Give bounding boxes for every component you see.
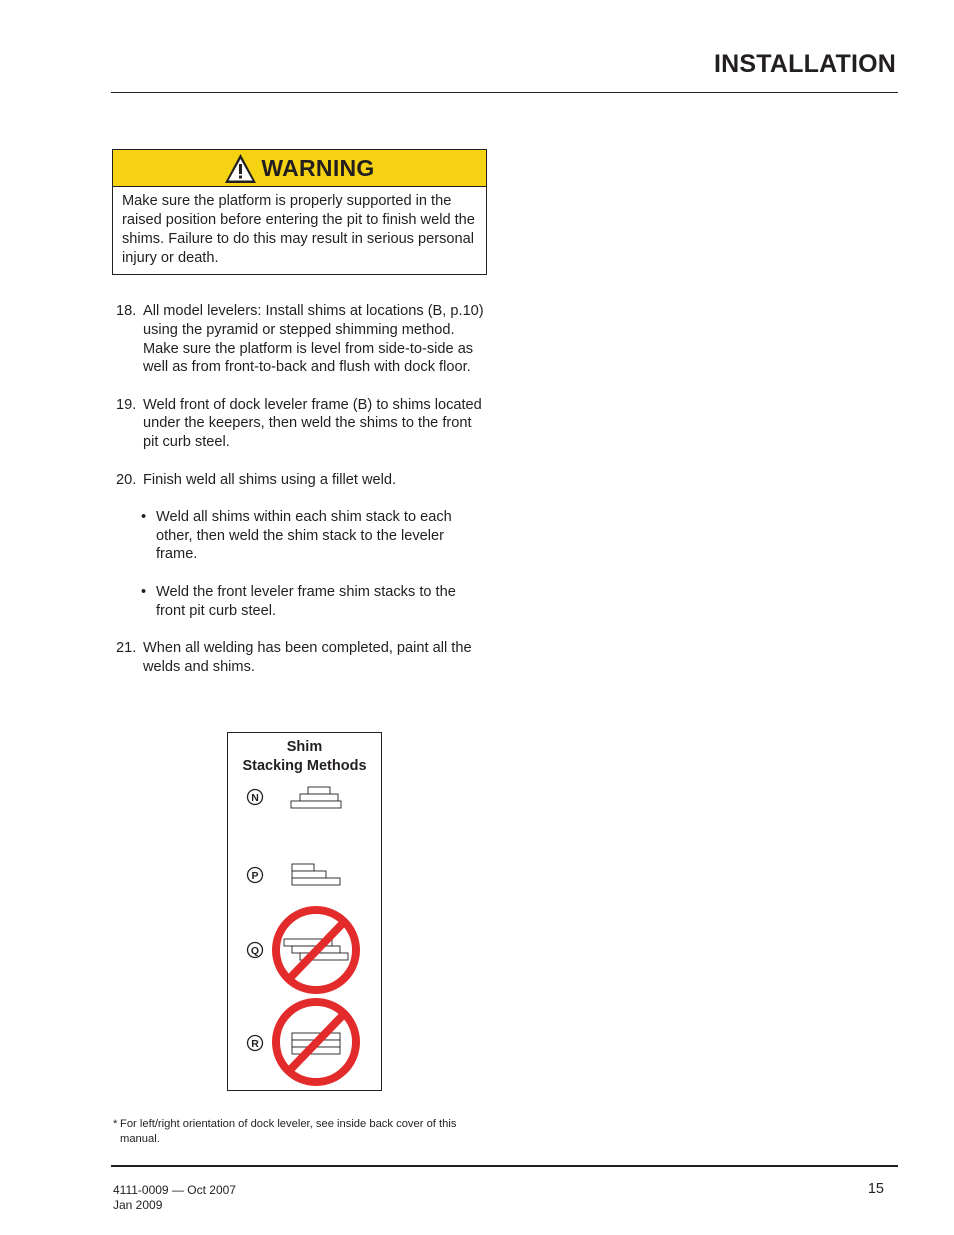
footer-rule (111, 1165, 898, 1167)
step-number: 20. (116, 471, 137, 488)
bullet-text: Weld all shims within each shim stack to each other, then weld the shim stack to the leveler frame. (156, 508, 452, 563)
footnote-text: For left/right orientation of dock leveler, see inside back cover of this manual. (120, 1118, 457, 1145)
warning-label: WARNING (261, 154, 375, 181)
warning-triangle-icon (224, 153, 257, 184)
step-text: Weld front of dock leveler frame (B) to shims located under the keepers, then weld the shims to the front pit curb steel. (143, 396, 482, 451)
bullet-text: Weld the front leveler frame shim stacks to the front pit curb steel. (156, 583, 456, 619)
step-19 (116, 396, 486, 452)
bullet-item (116, 508, 486, 564)
header-rule (111, 92, 898, 93)
shim-method-r (248, 1002, 357, 1082)
label-r: R (251, 1038, 259, 1050)
label-n: N (251, 792, 259, 804)
figure-title-line1: Shim (286, 739, 323, 755)
step-20 (116, 471, 486, 490)
warning-box (112, 149, 487, 275)
step-text: When all welding has been completed, paint all the welds and shims. (143, 639, 472, 675)
bullet-dot: • (141, 508, 147, 525)
step-number: 18. (116, 303, 137, 319)
doc-number: 4111-0009 — Oct 2007 (113, 1183, 236, 1197)
warning-text: Make sure the platform is properly supported in the raised position before entering the pit to finish weld the shims. Failure to do this may result in serious personal injury or death. (122, 193, 475, 266)
page-number: 15 (867, 1181, 884, 1197)
shim-diagrams (228, 733, 380, 1089)
step-21 (116, 639, 486, 677)
shim-method-n (248, 787, 342, 808)
warning-header (113, 150, 486, 187)
doc-revision: Jan 2009 (113, 1198, 163, 1212)
page-title: INSTALLATION (713, 50, 896, 78)
bullet-item (116, 583, 486, 621)
shim-method-q (248, 910, 357, 990)
bullet-dot: • (141, 583, 147, 600)
footnote (113, 1117, 485, 1147)
shim-method-p (248, 864, 341, 885)
step-text: All model levelers: Install shims at locations (B, p.10) using the pyramid or stepped shimming method. Make sure the platform is level from side-to-side as well as from front-to-back and flush with dock floor. (143, 303, 484, 376)
figure-title-line2: Stacking Methods (242, 758, 367, 774)
document-id (113, 1183, 236, 1213)
shim-stacking-figure (227, 732, 382, 1091)
step-number: 21. (116, 639, 137, 656)
step-18 (116, 302, 486, 377)
step-number: 19. (116, 396, 137, 413)
label-q: Q (250, 945, 260, 957)
instruction-steps (116, 302, 486, 695)
step-text: Finish weld all shims using a fillet weld. (143, 471, 397, 488)
label-p: P (251, 870, 259, 882)
footnote-marker: * (113, 1118, 118, 1130)
